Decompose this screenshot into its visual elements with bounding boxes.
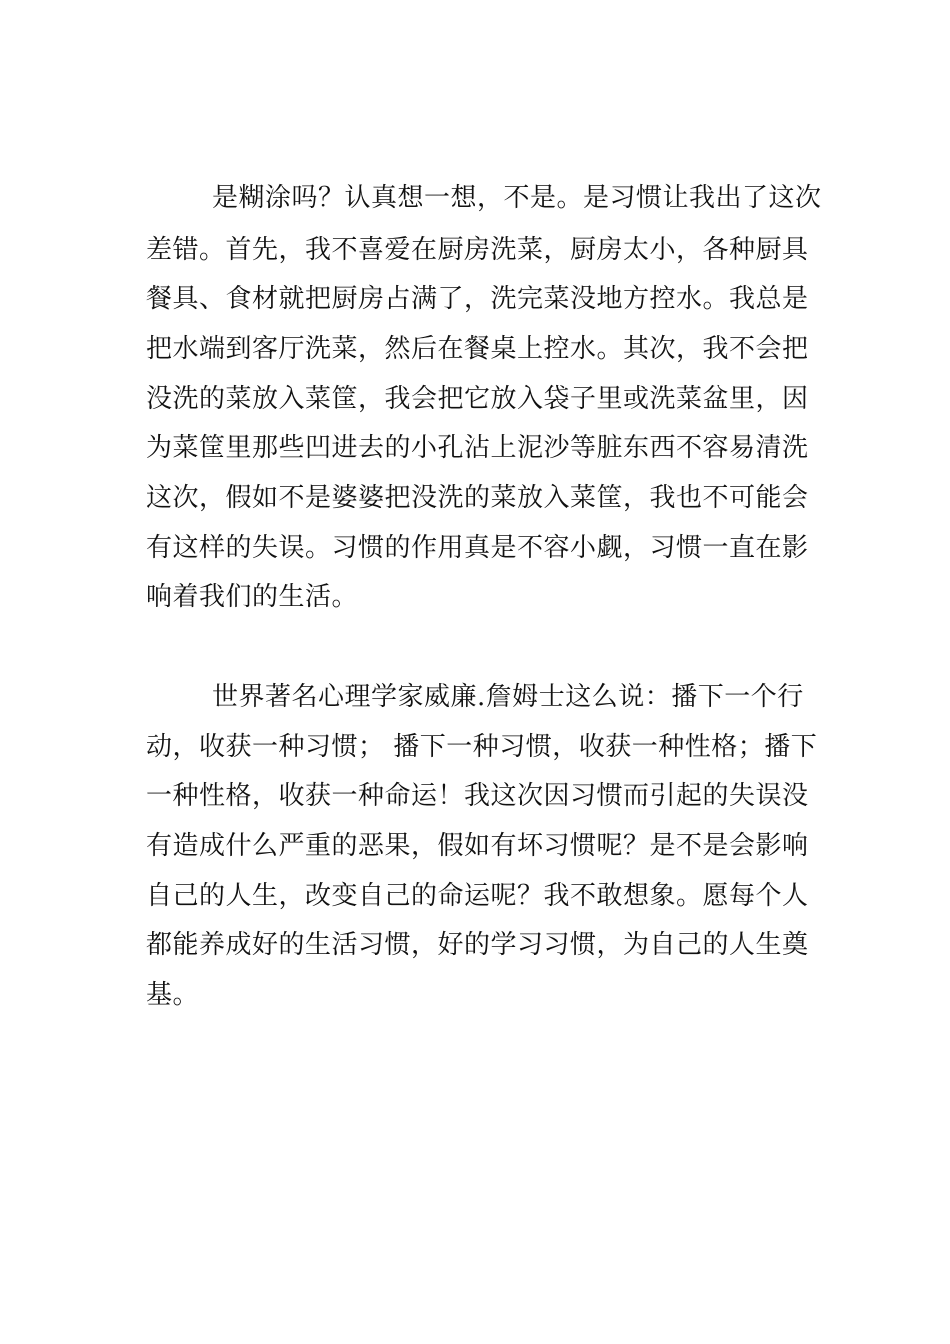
paragraph-1-line-8: 有这样的失误。习惯的作用真是不容小觑，习惯一直在影 bbox=[146, 533, 809, 563]
paragraph-2-line-6: 都能养成好的生活习惯，好的学习习惯，为自己的人生奠 bbox=[146, 930, 809, 960]
paragraph-1-line-4: 把水端到客厅洗菜，然后在餐桌上控水。其次，我不会把 bbox=[146, 334, 809, 364]
paragraph-2-line-5: 自己的人生，改变自己的命运呢？我不敢想象。愿每个人 bbox=[146, 881, 809, 911]
paragraph-2-line-3: 一种性格，收获一种命运！我这次因习惯而引起的失误没 bbox=[146, 781, 809, 811]
paragraph-1-line-1: 是糊涂吗？认真想一想，不是。是习惯让我出了这次 bbox=[212, 183, 822, 213]
paragraph-1-line-9: 响着我们的生活。 bbox=[146, 582, 359, 612]
paragraph-1-line-7: 这次，假如不是婆婆把没洗的菜放入菜筐，我也不可能会 bbox=[146, 483, 809, 513]
paragraph-1-line-2: 差错。首先，我不喜爱在厨房洗菜，厨房太小，各种厨具 bbox=[146, 235, 809, 265]
paragraph-1-line-3: 餐具、食材就把厨房占满了，洗完菜没地方控水。我总是 bbox=[146, 284, 809, 314]
paragraph-2-line-2: 动，收获一种习惯； 播下一种习惯，收获一种性格；播下 bbox=[146, 732, 818, 762]
paragraph-2-line-4: 有造成什么严重的恶果，假如有坏习惯呢？是不是会影响 bbox=[146, 831, 809, 861]
paragraph-1-line-6: 为菜筐里那些凹进去的小孔沾上泥沙等脏东西不容易清洗 bbox=[146, 433, 809, 463]
paragraph-2-line-1: 世界著名心理学家威廉.詹姆士这么说：播下一个行 bbox=[212, 682, 804, 712]
paragraph-1-line-5: 没洗的菜放入菜筐，我会把它放入袋子里或洗菜盆里，因 bbox=[146, 384, 809, 414]
paragraph-2-line-7: 基。 bbox=[146, 980, 200, 1010]
